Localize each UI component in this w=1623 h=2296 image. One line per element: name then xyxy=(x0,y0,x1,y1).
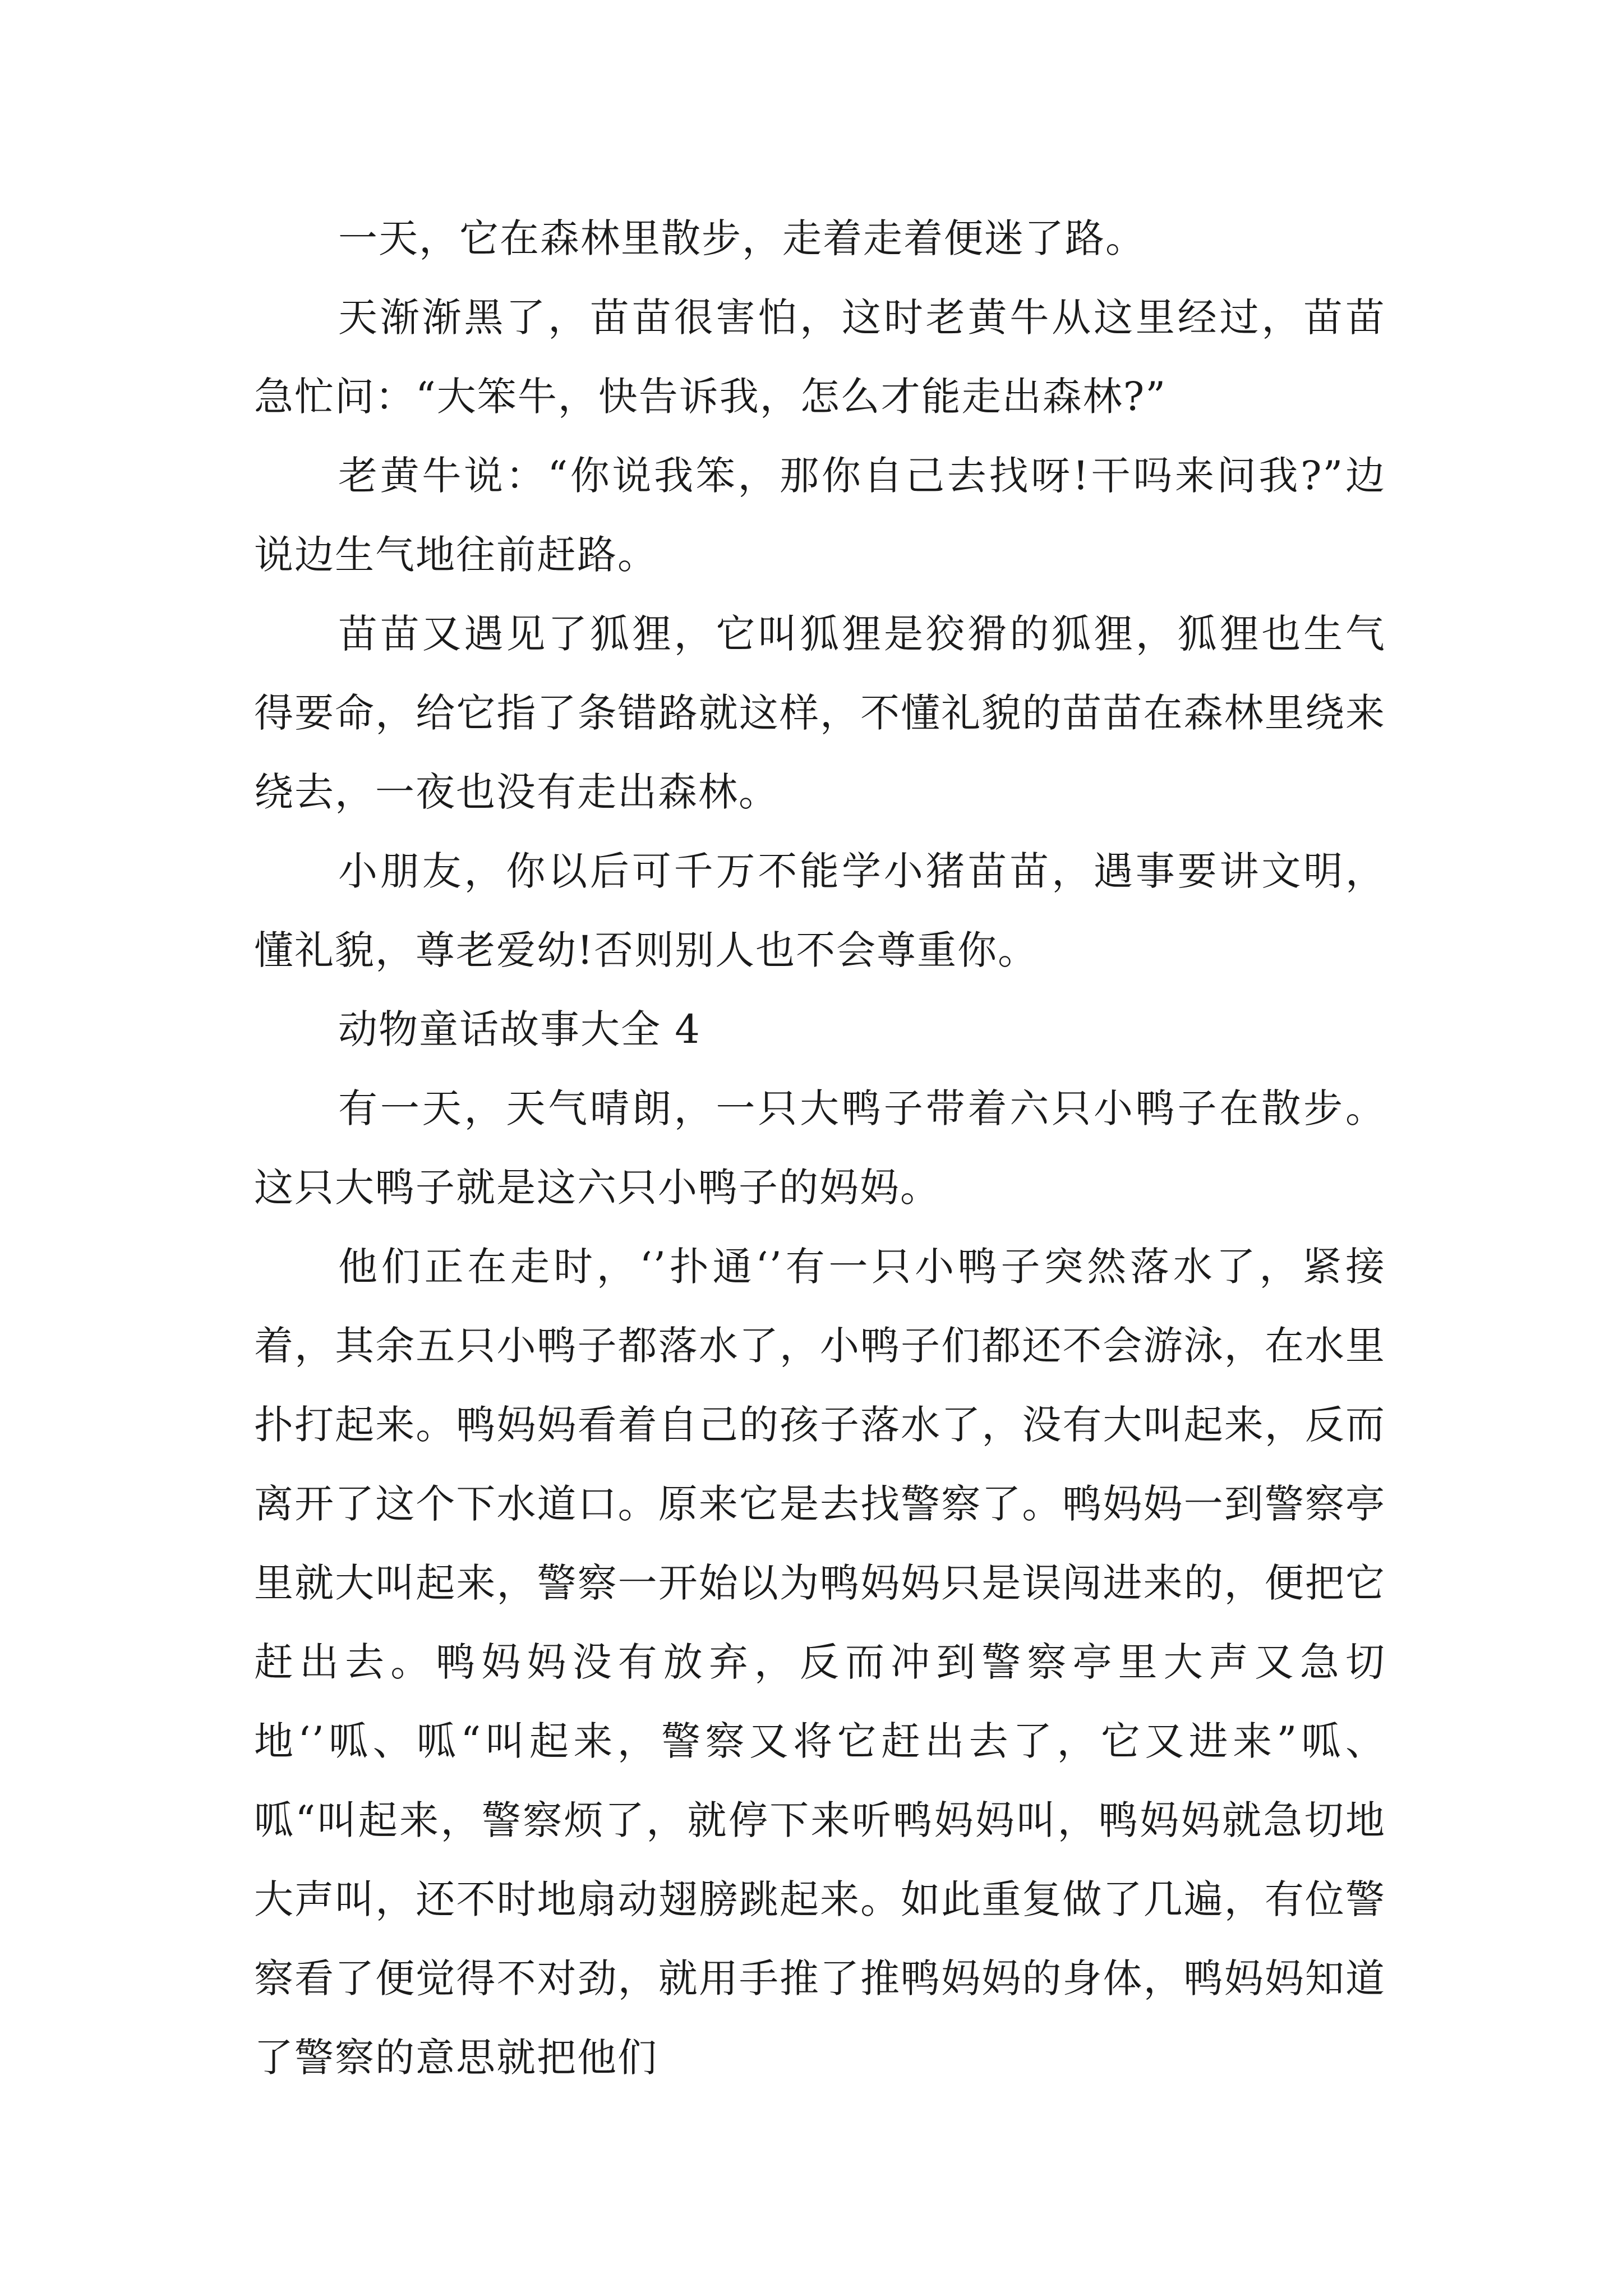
paragraph: 有一天，天气晴朗，一只大鸭子带着六只小鸭子在散步。这只大鸭子就是这六只小鸭子的妈妈。 xyxy=(254,1085,1386,1211)
paragraph: 他们正在走时，‘’扑通‘’有一只小鸭子突然落水了，紧接着，其余五只小鸭子都落水了，小鸭子们都还不会游泳，在水里扑打起来。鸭妈妈看着自己的孩子落水了，没有大叫起来，反而离开了这个下水道口。原来它是去找警察了。鸭妈妈一到警察亭里就大叫起来，警察一开始以为鸭妈妈只是误闯进来的，便把它赶出去。鸭妈妈没有放弃，反而冲到警察亭里大声又急切地‘’呱、呱“叫起来，警察又将它赶出去了，它又进来”呱、呱“叫起来，警察烦了，就停下来听鸭妈妈叫，鸭妈妈就急切地大声叫，还不时地扇动翅膀跳起来。如此重复做了几遍，有位警察看了便觉得不对劲，就用手推了推鸭妈妈的身体，鸭妈妈知道了警察的意思就把他们 xyxy=(254,1244,1386,2081)
paragraph: 天渐渐黑了，苗苗很害怕，这时老黄牛从这里经过，苗苗急忙问：“大笨牛，快告诉我，怎么才能走出森林?” xyxy=(254,295,1386,420)
section-title: 动物童话故事大全 4 xyxy=(338,1006,701,1052)
document-body xyxy=(254,199,1386,2097)
paragraph: 一天，它在森林里散步，走着走着便迷了路。 xyxy=(338,215,1146,261)
paragraph: 老黄牛说：“你说我笨，那你自己去找呀!干吗来问我?”边说边生气地往前赶路。 xyxy=(254,453,1386,578)
paragraph: 小朋友，你以后可千万不能学小猪苗苗，遇事要讲文明，懂礼貌，尊老爱幼!否则别人也不会尊重你。 xyxy=(254,848,1386,973)
paragraph: 苗苗又遇见了狐狸，它叫狐狸是狡猾的狐狸，狐狸也生气得要命，给它指了条错路就这样，不懂礼貌的苗苗在森林里绕来绕去，一夜也没有走出森林。 xyxy=(254,611,1386,815)
